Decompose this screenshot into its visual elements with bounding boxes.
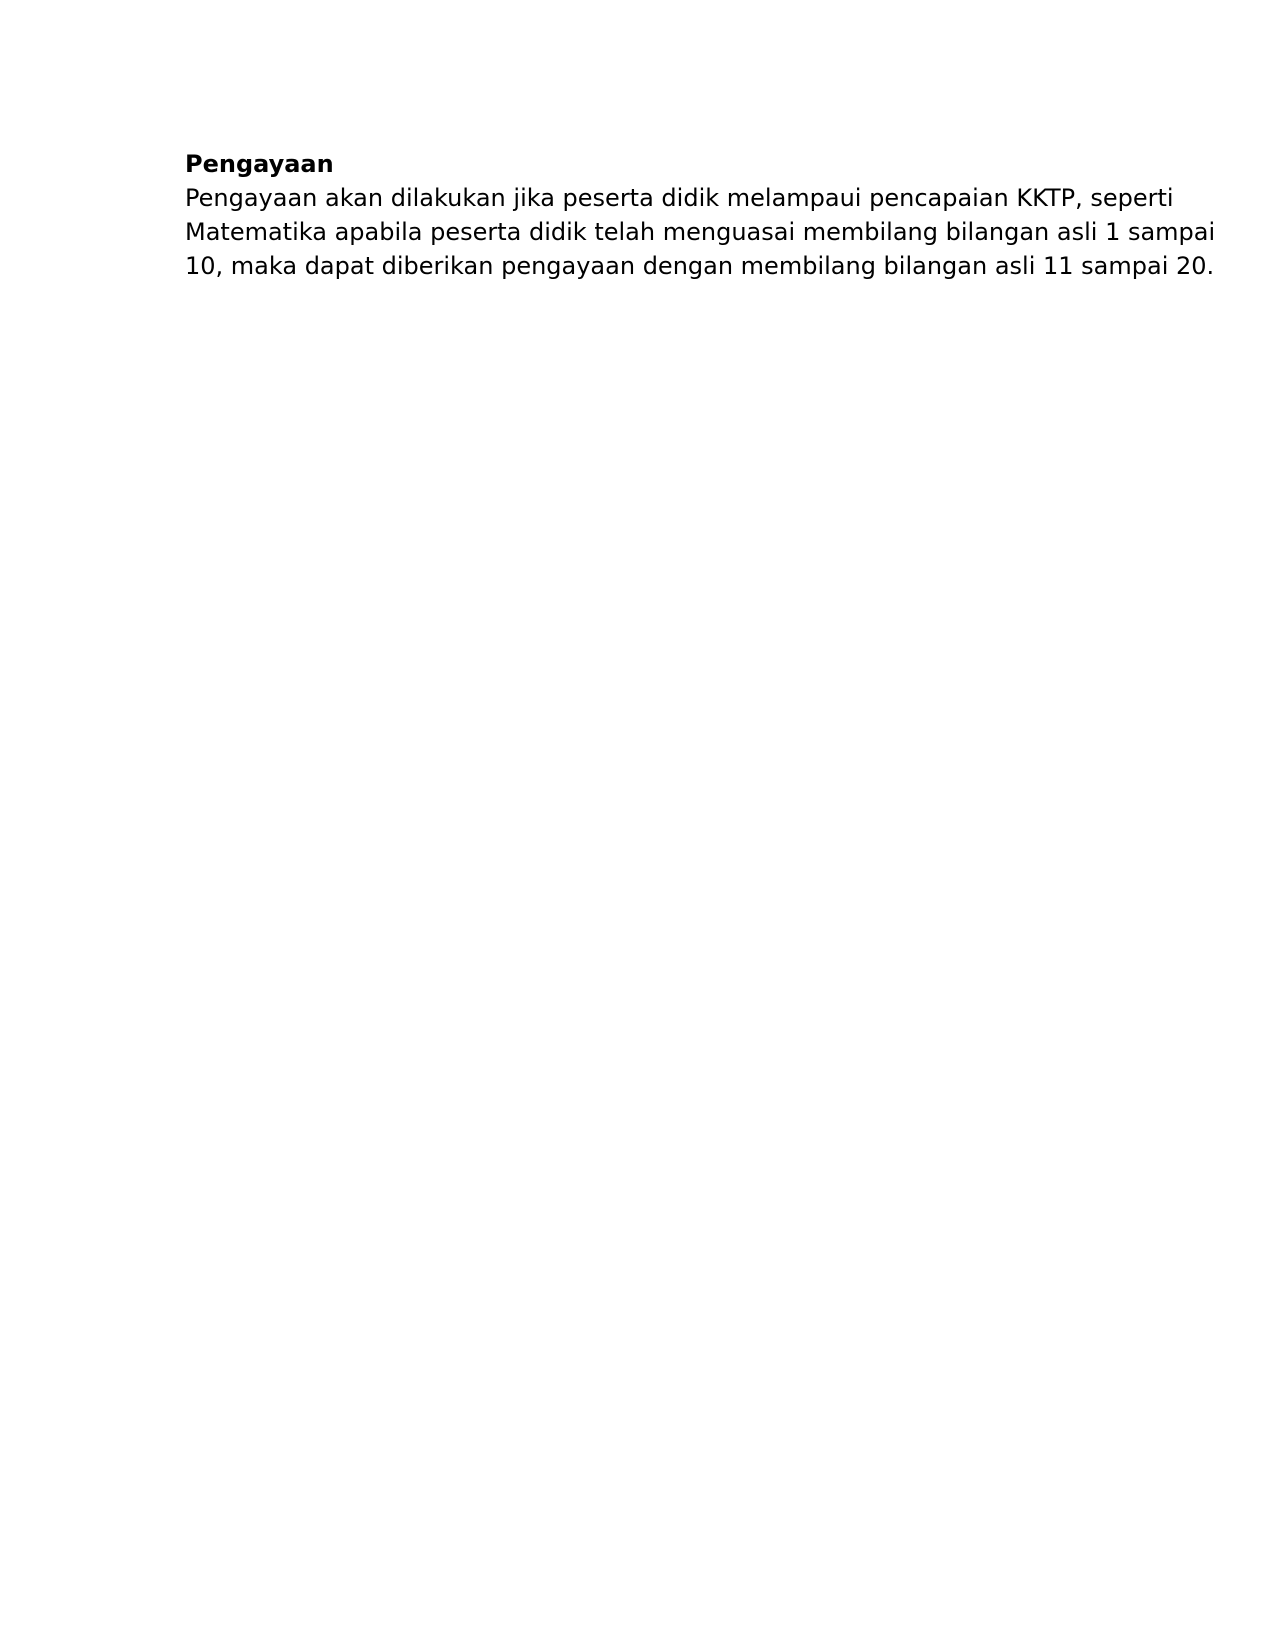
paragraph-line-2: Matematika apabila peserta didik telah menguasai membilang bilangan asli 1 sampai [185,218,1216,246]
section-pengayaan [185,147,1216,283]
paragraph-line-3: 10, maka dapat diberikan pengayaan dengan membilang bilangan asli 11 sampai 20. [185,252,1215,280]
section-paragraph [185,181,1216,283]
paragraph-line-1: Pengayaan akan dilakukan jika peserta didik melampaui pencapaian KKTP, seperti [185,184,1174,212]
section-heading: Pengayaan [185,150,334,178]
